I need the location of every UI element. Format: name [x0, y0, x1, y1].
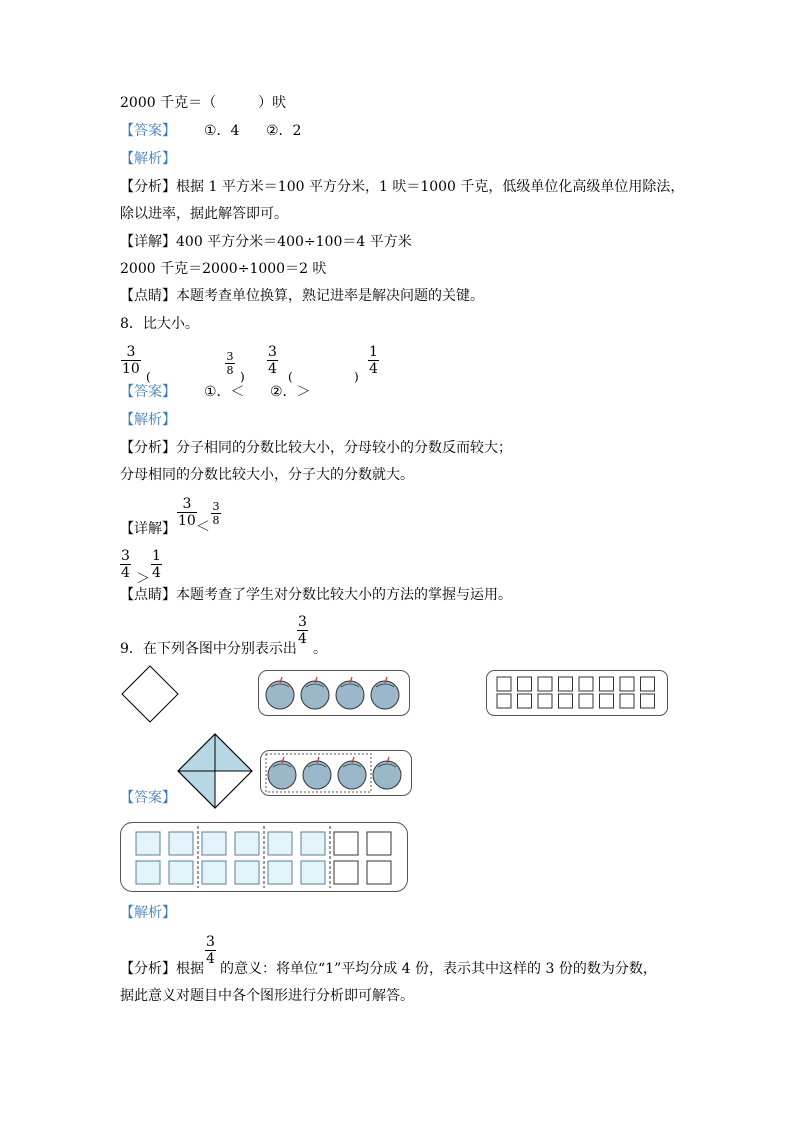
q8-answer-tag: 【答案】 — [120, 384, 176, 400]
q8-paren-open-1: ( — [146, 370, 151, 384]
grid-square-shaded — [169, 861, 193, 884]
grid-square — [497, 694, 511, 708]
grid-square — [334, 832, 358, 855]
grid-square-shaded — [301, 861, 325, 884]
q8-detail-frac-a-den: 10 — [178, 513, 196, 529]
q9-answer-squares — [120, 822, 408, 892]
q8-frac-d-num: 1 — [369, 344, 378, 360]
q9-title-frac-den: 4 — [298, 631, 307, 647]
grid-square — [367, 861, 391, 884]
grid-square — [600, 677, 614, 691]
q8-frac-b-den: 8 — [226, 364, 234, 377]
q8-fenxi-tag: 【分析】 — [120, 440, 176, 456]
q8-detail-less-than: ＜ — [196, 519, 210, 535]
grid-square-shaded — [169, 832, 193, 855]
q8-dianjing — [120, 586, 512, 604]
q8-frac-b — [225, 350, 235, 377]
grid-square-shaded — [202, 832, 226, 855]
q7-answer-tag: 【答案】 — [120, 123, 176, 139]
grid-square-shaded — [136, 861, 160, 884]
q8-detail-frac-d — [151, 548, 162, 581]
q9-fenxi-prefix: 根据 — [176, 961, 204, 977]
q7-xiangjie-tag: 【详解】 — [120, 234, 176, 250]
q8-detail-frac-b-num: 3 — [212, 500, 220, 513]
grid-square — [579, 677, 593, 691]
grid-square-shaded — [235, 832, 259, 855]
q9-title-prefix: 9．在下列各图中分别表示出 — [120, 641, 297, 657]
q8-frac-a — [121, 344, 141, 377]
grid-square — [641, 694, 655, 708]
q8-detail-frac-d-den: 4 — [152, 565, 161, 581]
q8-dianjing-text: 本题考查了学生对分数比较大小的方法的掌握与运用。 — [176, 587, 512, 603]
grid-square — [538, 694, 552, 708]
grid-square — [620, 677, 634, 691]
grid-square-shaded — [301, 832, 325, 855]
q8-dianjing-tag: 【点睛】 — [120, 587, 176, 603]
q9-title-suffix: 。 — [313, 641, 327, 657]
q8-detail-frac-a — [177, 496, 197, 529]
q7-dianjing-tag: 【点睛】 — [120, 288, 176, 304]
q9-fenxi-tag: 【分析】 — [120, 961, 176, 977]
q7-answer-1: ①．4 — [204, 123, 240, 139]
q8-detail-greater-than: ＞ — [136, 571, 150, 587]
q7-dianjing-text: 本题考查单位换算，熟记进率是解决问题的关键。 — [176, 288, 484, 304]
q8-frac-b-num: 3 — [226, 350, 234, 363]
q7-unit-line: 2000 千克＝（ ）吠 — [120, 95, 287, 111]
q9-answer-tag: 【答案】 — [120, 790, 176, 806]
grid-square — [620, 694, 634, 708]
q8-detail-frac-c — [120, 548, 131, 581]
q7-fenxi-text1: 根据 1 平方米＝100 平方分米，1 吠＝1000 千克，低级单位化高级单位用除法， — [176, 179, 685, 195]
q7-fenxi-line1 — [120, 178, 684, 196]
q8-frac-d — [368, 344, 379, 377]
q8-frac-c-num: 3 — [268, 344, 277, 360]
q9-analysis-tag: 【解析】 — [120, 905, 176, 921]
q9-fenxi-line2: 据此意义对题目中各个图形进行分析即可解答。 — [120, 988, 414, 1004]
q9-answer-diamond — [176, 732, 254, 810]
grid-square — [600, 694, 614, 708]
q8-answer-2: ②．＞ — [270, 384, 311, 400]
q9-fenxi-frac-num: 3 — [206, 934, 215, 950]
q8-frac-c-den: 4 — [268, 361, 277, 377]
grid-square-shaded — [202, 861, 226, 884]
q8-answer-1: ①．＜ — [204, 384, 245, 400]
grid-square-shaded — [235, 861, 259, 884]
q8-fenxi-text1: 分子相同的分数比较大小，分母较小的分数反而较大； — [176, 440, 512, 456]
q8-frac-a-den: 10 — [122, 361, 140, 377]
q7-answer-2: ②．2 — [266, 123, 302, 139]
q8-paren-close-1: ) — [240, 370, 245, 384]
q8-detail-frac-c-num: 3 — [121, 548, 130, 564]
grid-square — [518, 677, 532, 691]
q9-question-diamond — [120, 664, 180, 724]
q9-fenxi-frac-den: 4 — [206, 951, 215, 967]
q8-frac-d-den: 4 — [369, 361, 378, 377]
q8-xiangjie-tag: 【详解】 — [120, 521, 176, 537]
q9-title-frac — [297, 614, 308, 647]
q8-title: 8．比大小。 — [120, 316, 199, 332]
grid-square — [579, 694, 593, 708]
q7-fenxi-tag: 【分析】 — [120, 179, 176, 195]
grid-square-shaded — [268, 861, 292, 884]
q8-detail-frac-b — [211, 500, 221, 527]
q7-xiangjie-line1 — [120, 233, 412, 251]
grid-square-shaded — [268, 832, 292, 855]
q8-detail-frac-b-den: 8 — [212, 514, 220, 527]
q7-xiangjie-text1: 400 平方分米＝400÷100＝4 平方米 — [176, 234, 412, 250]
grid-square — [559, 694, 573, 708]
q8-detail-frac-c-den: 4 — [121, 565, 130, 581]
grid-square — [641, 677, 655, 691]
grid-square — [518, 694, 532, 708]
q7-fenxi-line2: 除以进率，据此解答即可。 — [120, 206, 288, 222]
q8-analysis-tag: 【解析】 — [120, 412, 176, 428]
q9-fenxi-text1: 的意义：将单位“1”平均分成 4 份，表示其中这样的 3 份的数为分数， — [220, 961, 657, 977]
q8-paren-open-2: ( — [288, 370, 293, 384]
q9-title-frac-num: 3 — [298, 614, 307, 630]
q8-fenxi-line2: 分母相同的分数比较大小，分子大的分数就大。 — [120, 467, 414, 483]
grid-square-shaded — [136, 832, 160, 855]
q8-frac-c — [267, 344, 278, 377]
grid-square — [538, 677, 552, 691]
q8-fenxi-line1 — [120, 439, 512, 457]
q7-analysis-tag: 【解析】 — [120, 151, 176, 167]
q9-question-squares — [486, 670, 668, 716]
q9-question-apples — [258, 670, 410, 716]
q8-detail-frac-d-num: 1 — [152, 548, 161, 564]
q8-frac-a-num: 3 — [126, 344, 136, 360]
grid-square — [367, 832, 391, 855]
q9-fenxi-frac — [205, 934, 216, 967]
q9-fenxi-line1 — [120, 960, 204, 978]
q9-answer-apples — [260, 750, 412, 796]
grid-square — [559, 677, 573, 691]
q7-xiangjie-line2: 2000 千克＝2000÷1000＝2 吠 — [120, 261, 327, 277]
q8-paren-close-2: ) — [354, 370, 359, 384]
grid-square — [334, 861, 358, 884]
grid-square — [497, 677, 511, 691]
q8-detail-frac-a-num: 3 — [182, 496, 192, 512]
q7-dianjing — [120, 287, 484, 305]
